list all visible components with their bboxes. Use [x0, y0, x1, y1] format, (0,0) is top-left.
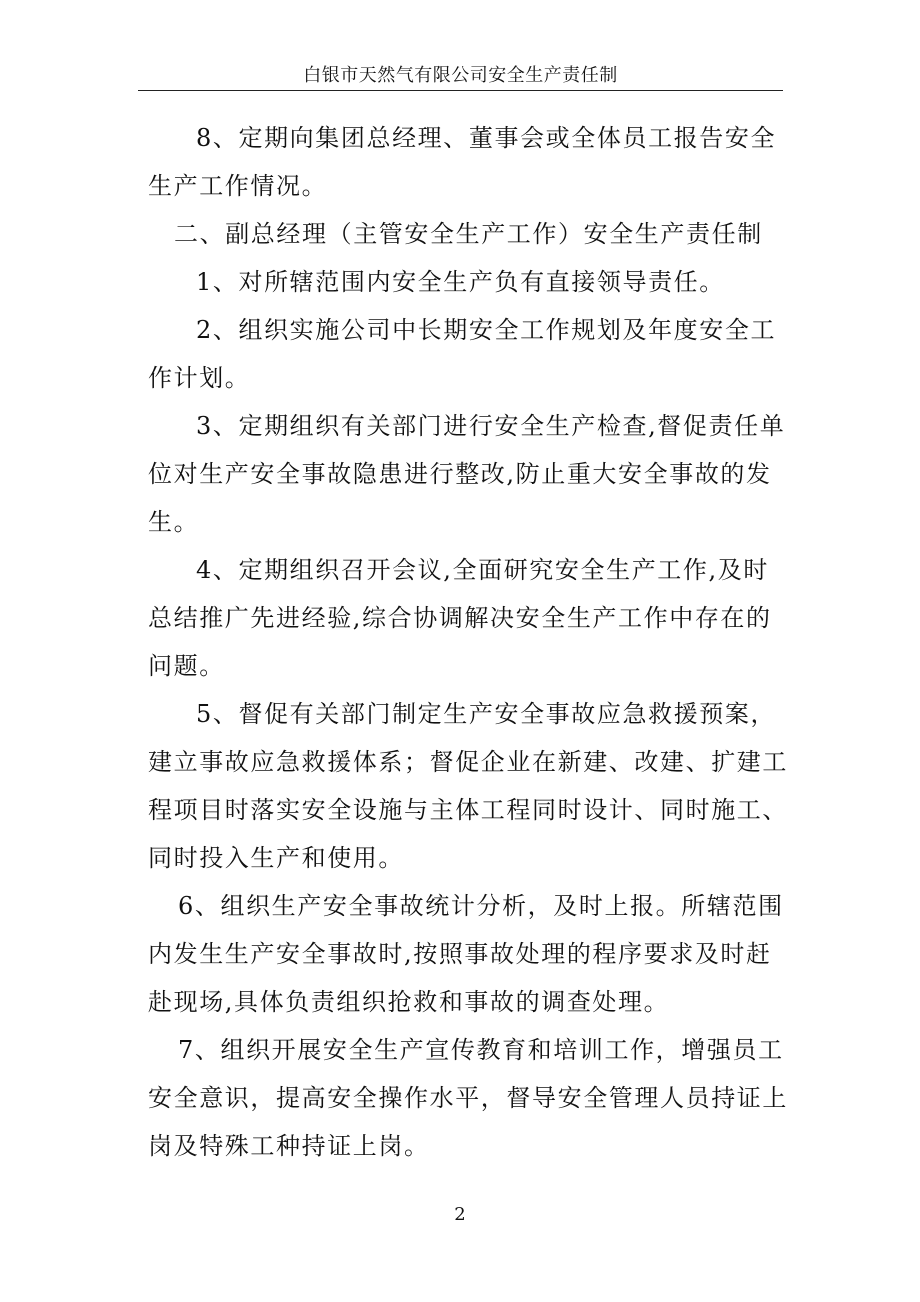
- section-heading-deputy-gm: 二、副总经理（主管安全生产工作）安全生产责任制: [174, 220, 763, 248]
- document-body: [148, 114, 788, 1170]
- paragraph-item-4: 4、定期组织召开会议,全面研究安全生产工作,及时总结推广先进经验,综合协调解决安全生产工作中存在的问题。: [148, 556, 772, 680]
- paragraph-item-8: 8、定期向集团总经理、董事会或全体员工报告安全生产工作情况。: [148, 124, 777, 200]
- page-header: [138, 62, 783, 91]
- paragraph-item-2: 2、组织实施公司中长期安全工作规划及年度安全工作计划。: [148, 316, 777, 392]
- paragraph-item-1: 1、对所辖范围内安全生产负有直接领导责任。: [196, 268, 725, 296]
- paragraph-item-7: 7、组织开展安全生产宣传教育和培训工作，增强员工安全意识，提高安全操作水平，督导安全管理人员持证上岗及特殊工种持证上岗。: [148, 1036, 788, 1160]
- paragraph-item-3: 3、定期组织有关部门进行安全生产检查,督促责任单位对生产安全事故隐患进行整改,防止重大安全事故的发生。: [148, 412, 786, 536]
- paragraph-item-6: 6、组织生产安全事故统计分析，及时上报。所辖范围内发生生产安全事故时,按照事故处理的程序要求及时赶赴现场,具体负责组织抢救和事故的调查处理。: [148, 892, 784, 1016]
- header-title: 白银市天然气有限公司安全生产责任制: [303, 65, 618, 86]
- page-number: 2: [454, 1204, 466, 1225]
- paragraph-item-5: 5、督促有关部门制定生产安全事故应急救援预案，建立事故应急救援体系；督促企业在新建、改建、扩建工程项目时落实安全设施与主体工程同时设计、同时施工、同时投入生产和使用。: [148, 700, 788, 872]
